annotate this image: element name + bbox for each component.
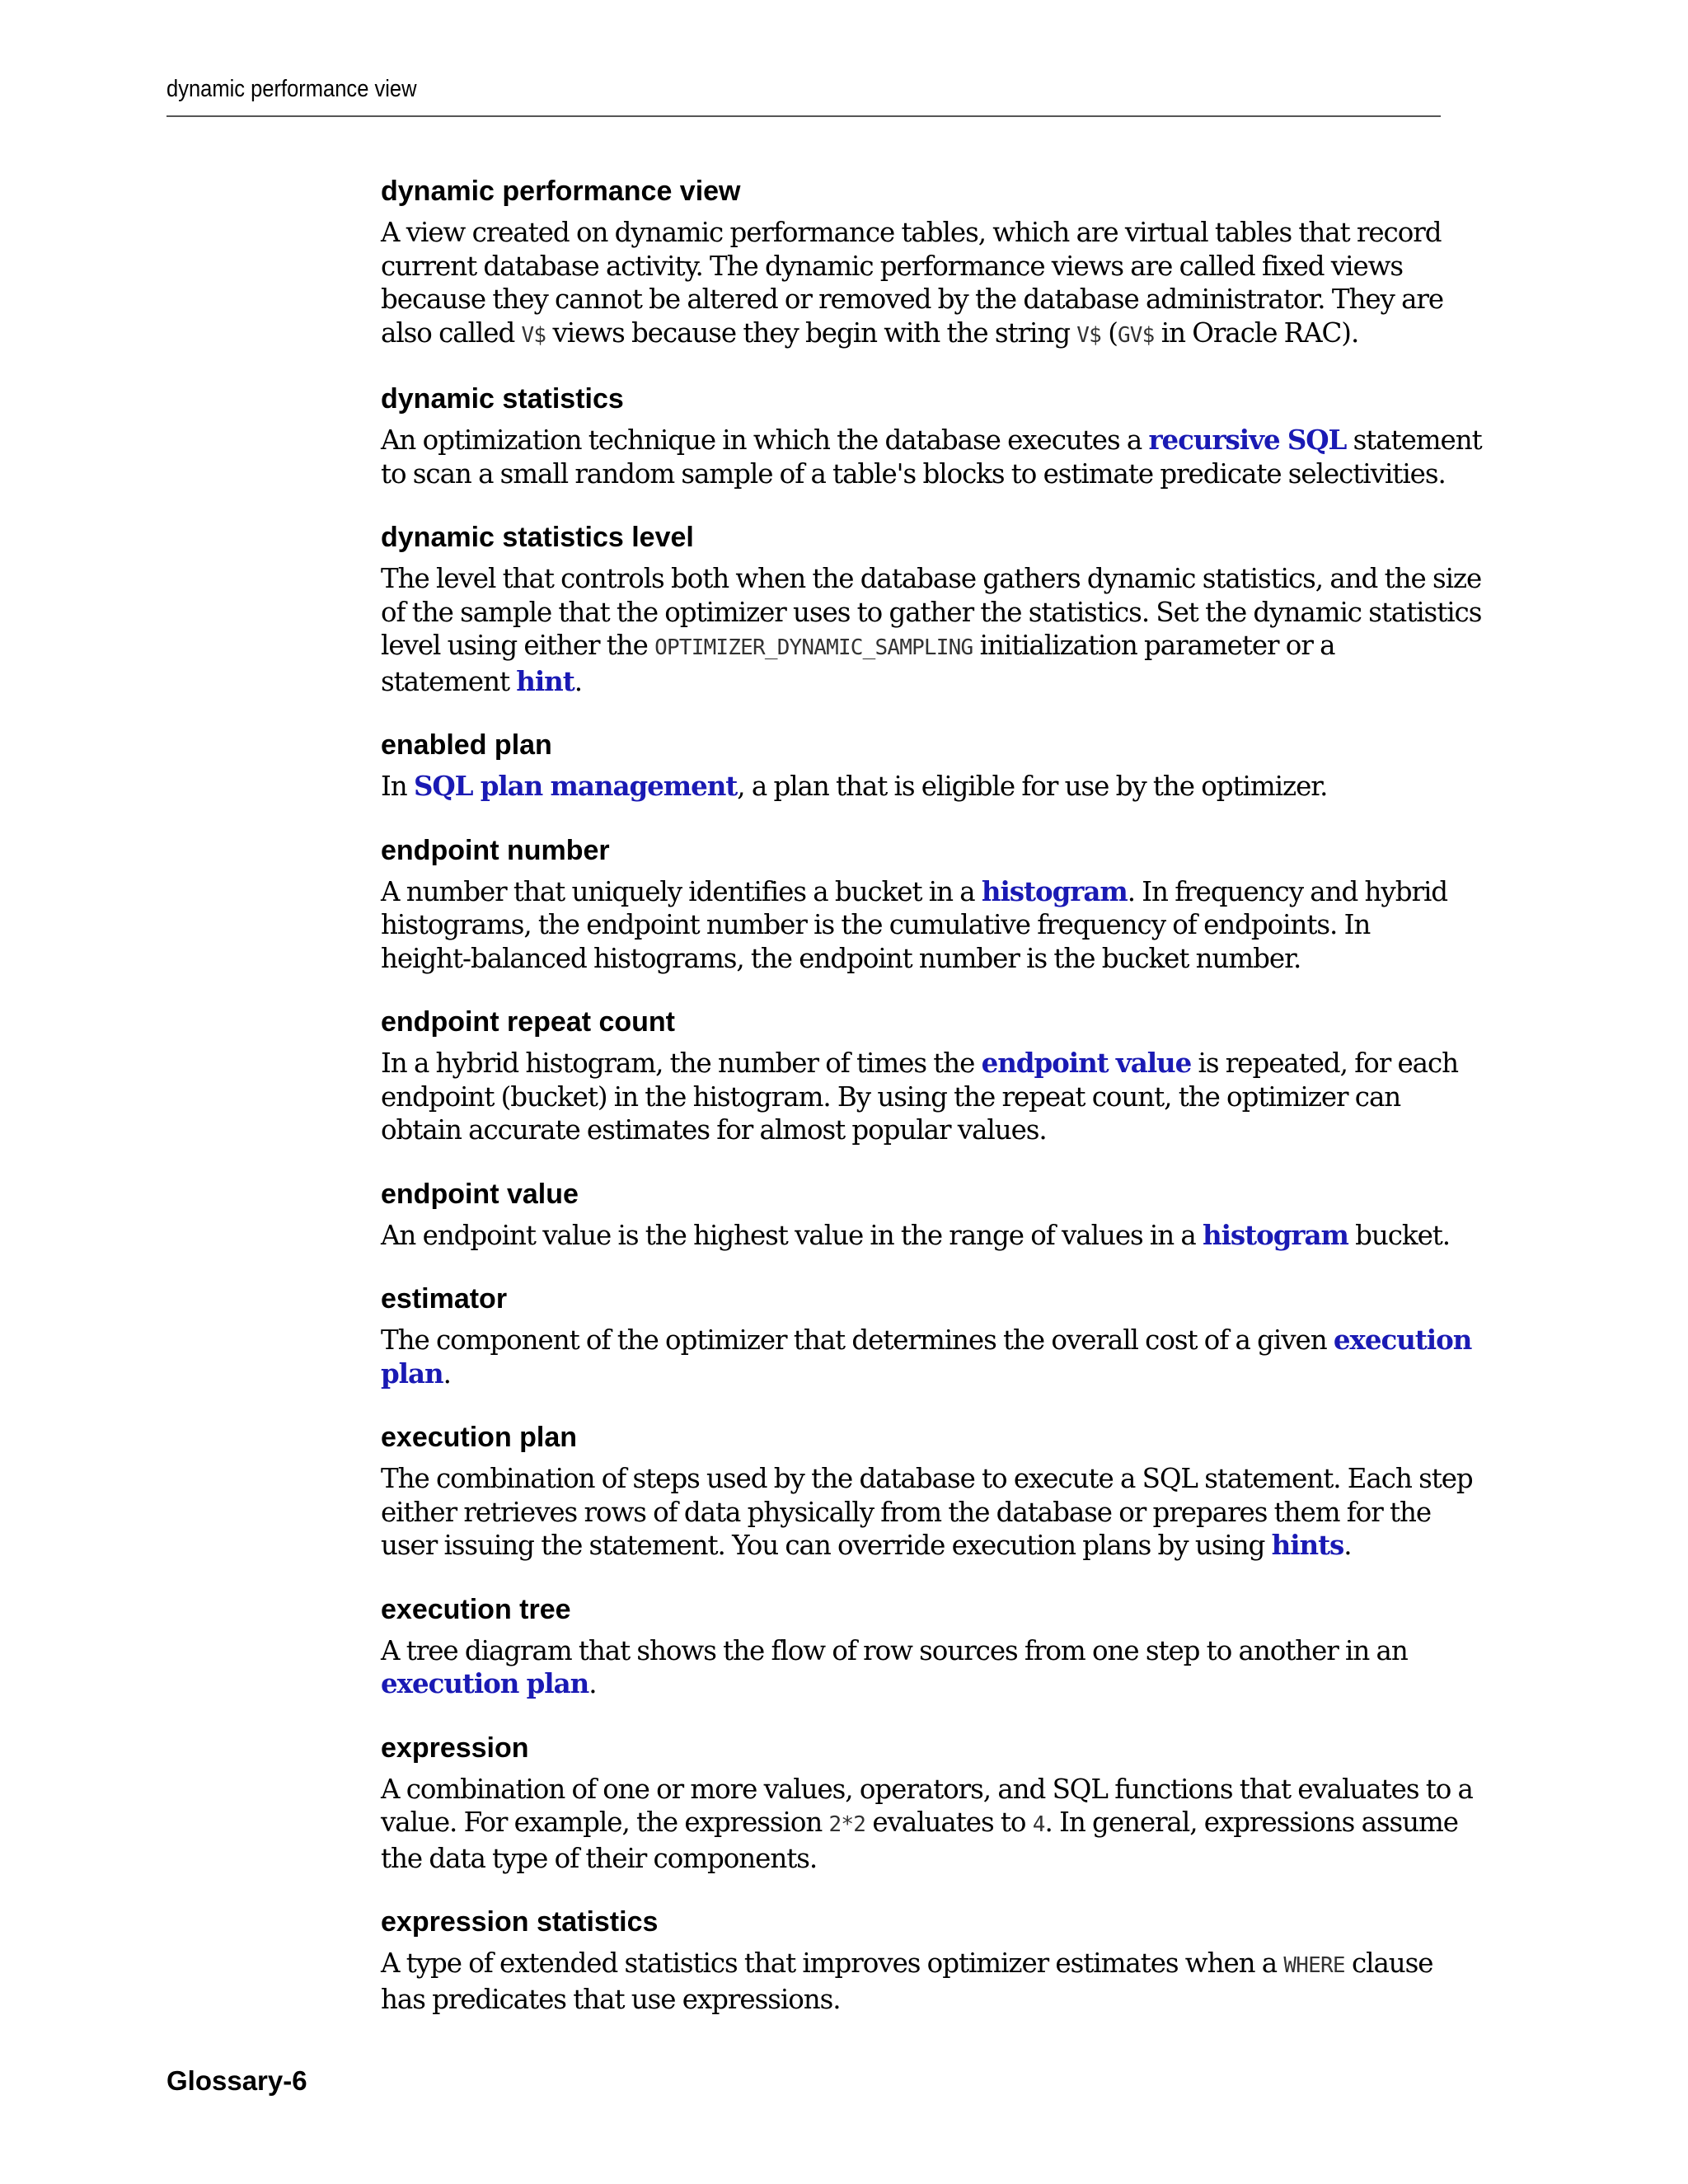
text-run: initialization parameter or a bbox=[973, 630, 1335, 661]
glossary-entry bbox=[381, 1176, 1452, 1253]
glossary-term: endpoint repeat count bbox=[381, 1006, 675, 1038]
text-run: statement bbox=[381, 665, 517, 697]
glossary-link-hints[interactable]: hints bbox=[1271, 1529, 1344, 1561]
text-run: value. For example, the expression bbox=[381, 1807, 829, 1838]
definition-line: because they cannot be altered or removed by the database administrator. They are bbox=[381, 284, 1444, 315]
text-run: bucket. bbox=[1348, 1219, 1451, 1251]
glossary-definition bbox=[381, 1773, 1473, 1876]
definition-line bbox=[381, 875, 1452, 909]
definition-line bbox=[381, 629, 1452, 665]
definition-line bbox=[381, 770, 1452, 804]
text-run: An optimization technique in which the database executes a bbox=[381, 424, 1149, 456]
glossary-term: expression statistics bbox=[381, 1906, 659, 1938]
glossary-term: endpoint number bbox=[381, 834, 610, 866]
definition-line: The combination of steps used by the database to execute a SQL statement. Each step bbox=[381, 1463, 1473, 1494]
code-term: V$ bbox=[1076, 322, 1102, 348]
glossary-term: enabled plan bbox=[381, 729, 552, 761]
code-term: GV$ bbox=[1117, 322, 1155, 348]
glossary-link-histogram[interactable]: histogram bbox=[1203, 1218, 1348, 1251]
glossary-definition bbox=[381, 216, 1452, 352]
glossary-definition bbox=[381, 875, 1452, 976]
definition-line: of the sample that the optimizer uses to gather the statistics. Set the dynamic statistics bbox=[381, 596, 1482, 628]
code-term: WHERE bbox=[1283, 1953, 1345, 1978]
glossary-term: dynamic statistics bbox=[381, 383, 624, 415]
definition-line bbox=[381, 1806, 1458, 1842]
glossary-link-execution-plan[interactable]: execution bbox=[1333, 1324, 1472, 1356]
running-header: dynamic performance view bbox=[166, 76, 417, 102]
text-run: In a hybrid histogram, the number of times the bbox=[381, 1047, 982, 1079]
definition-line bbox=[381, 1947, 1452, 1983]
code-term: OPTIMIZER_DYNAMIC_SAMPLING bbox=[654, 635, 973, 660]
page-number: Glossary-6 bbox=[166, 2065, 307, 2096]
glossary-entry bbox=[381, 519, 1482, 698]
definition-line bbox=[381, 424, 1482, 457]
glossary-definition bbox=[381, 1634, 1452, 1701]
text-run: ( bbox=[1101, 316, 1118, 349]
definition-line: The level that controls both when the database gathers dynamic statistics, and the size bbox=[381, 563, 1482, 594]
glossary-definition bbox=[381, 1047, 1459, 1147]
glossary-link-histogram[interactable]: histogram bbox=[981, 874, 1128, 907]
glossary-link-execution-plan[interactable]: plan bbox=[381, 1357, 443, 1390]
glossary-term: dynamic statistics level bbox=[381, 522, 694, 553]
text-run: . bbox=[1343, 1530, 1352, 1561]
glossary-link-sql-plan-management[interactable]: SQL plan management bbox=[413, 770, 738, 802]
glossary-term: execution plan bbox=[381, 1422, 578, 1453]
code-term: V$ bbox=[521, 322, 546, 348]
text-run: views because they begin with the string bbox=[546, 316, 1077, 349]
definition-line: to scan a small random sample of a table's blocks to estimate predicate selectivities. bbox=[381, 457, 1446, 490]
text-run: . bbox=[588, 1668, 597, 1699]
header-rule bbox=[166, 115, 1441, 117]
glossary-entry bbox=[381, 727, 1452, 804]
glossary-entry bbox=[381, 832, 1452, 976]
text-run: also called bbox=[381, 316, 522, 349]
definition-line: A view created on dynamic performance tables, which are virtual tables that record bbox=[381, 217, 1442, 248]
code-term: 4 bbox=[1032, 1812, 1045, 1837]
definition-line bbox=[381, 1219, 1452, 1253]
text-run: , a plan that is eligible for use by the optimizer. bbox=[737, 771, 1328, 802]
text-run: . In frequency and hybrid bbox=[1127, 875, 1448, 907]
text-run: clause bbox=[1344, 1947, 1433, 1979]
text-run: in Oracle RAC). bbox=[1154, 316, 1359, 349]
glossary-entry bbox=[381, 1904, 1452, 2016]
glossary-term: dynamic performance view bbox=[381, 176, 741, 207]
glossary-entry bbox=[381, 173, 1452, 352]
definition-line bbox=[381, 316, 1452, 353]
text-run: user issuing the statement. You can override execution plans by using bbox=[381, 1530, 1272, 1561]
definition-line: obtain accurate estimates for almost popular values. bbox=[381, 1114, 1047, 1146]
glossary-link-endpoint-value[interactable]: endpoint value bbox=[981, 1047, 1192, 1079]
code-term: 2*2 bbox=[828, 1812, 866, 1837]
glossary-entry bbox=[381, 381, 1482, 490]
glossary-entry bbox=[381, 1004, 1459, 1147]
text-run: In bbox=[381, 771, 414, 802]
definition-line bbox=[381, 665, 1452, 699]
glossary-entry bbox=[381, 1281, 1472, 1390]
glossary-entry bbox=[381, 1591, 1452, 1701]
definition-line: height-balanced histograms, the endpoint number is the bucket number. bbox=[381, 942, 1301, 974]
definition-line: current database activity. The dynamic performance views are called fixed views bbox=[381, 250, 1404, 282]
definition-line: endpoint (bucket) in the histogram. By using the repeat count, the optimizer can bbox=[381, 1080, 1401, 1113]
text-run: An endpoint value is the highest value in the range of values in a bbox=[381, 1219, 1203, 1251]
glossary-definition bbox=[381, 1324, 1472, 1390]
glossary-definition bbox=[381, 770, 1452, 804]
glossary-definition bbox=[381, 1219, 1452, 1253]
glossary-entry bbox=[381, 1419, 1473, 1563]
glossary-entries bbox=[381, 173, 1482, 2045]
glossary-definition bbox=[381, 562, 1482, 698]
definition-line: A combination of one or more values, operators, and SQL functions that evaluates to a bbox=[381, 1773, 1473, 1805]
text-run: is repeated, for each bbox=[1191, 1047, 1459, 1079]
text-run: . In general, expressions assume bbox=[1044, 1807, 1458, 1838]
definition-line: histograms, the endpoint number is the cumulative frequency of endpoints. In bbox=[381, 909, 1371, 940]
glossary-link-execution-plan[interactable]: execution plan bbox=[381, 1667, 589, 1699]
text-run: The component of the optimizer that determines the overall cost of a given bbox=[381, 1324, 1334, 1356]
definition-line: has predicates that use expressions. bbox=[381, 1983, 841, 2015]
glossary-definition bbox=[381, 1462, 1473, 1563]
glossary-entry bbox=[381, 1730, 1473, 1876]
glossary-term: execution tree bbox=[381, 1593, 571, 1625]
text-run: A number that uniquely identifies a bucket in a bbox=[381, 875, 982, 907]
text-run: statement bbox=[1346, 424, 1482, 456]
text-run: evaluates to bbox=[865, 1807, 1033, 1838]
glossary-link-recursive-sql[interactable]: recursive SQL bbox=[1148, 424, 1347, 456]
text-run: . bbox=[574, 665, 582, 697]
glossary-term: estimator bbox=[381, 1283, 508, 1315]
definition-line bbox=[381, 1047, 1459, 1080]
definition-line: the data type of their components. bbox=[381, 1842, 818, 1874]
glossary-term: endpoint value bbox=[381, 1178, 579, 1210]
glossary-definition bbox=[381, 424, 1482, 490]
definition-line bbox=[381, 1667, 1452, 1701]
definition-line: A tree diagram that shows the flow of row sources from one step to another in an bbox=[381, 1634, 1408, 1666]
glossary-definition bbox=[381, 1947, 1452, 2016]
text-run: . bbox=[443, 1357, 451, 1390]
glossary-term: expression bbox=[381, 1732, 529, 1764]
text-run: A type of extended statistics that improves optimizer estimates when a bbox=[381, 1947, 1284, 1979]
text-run: level using either the bbox=[381, 630, 655, 661]
definition-line: either retrieves rows of data physically from the database or prepares them for the bbox=[381, 1496, 1432, 1528]
definition-line bbox=[381, 1529, 1452, 1563]
definition-line bbox=[381, 1324, 1472, 1357]
glossary-link-hint[interactable]: hint bbox=[516, 664, 574, 697]
definition-line bbox=[381, 1357, 1452, 1391]
